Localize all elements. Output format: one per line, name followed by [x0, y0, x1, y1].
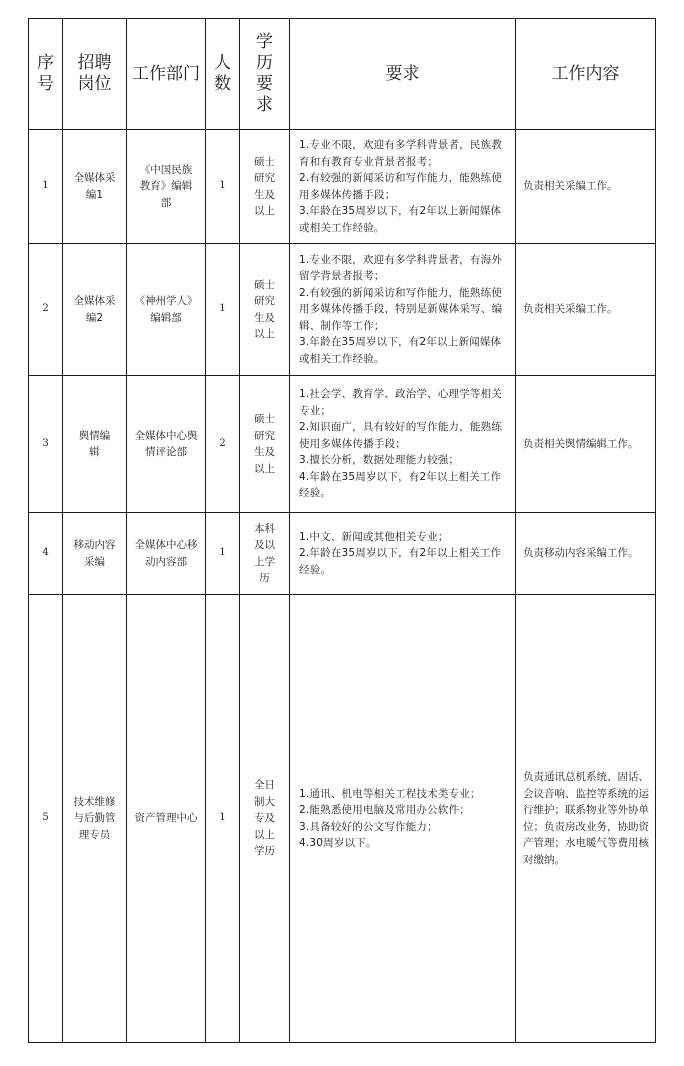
requirement-item: 2.知识面广，具有较好的写作能力，能熟练使用多媒体传播手段； [299, 421, 503, 450]
requirement-item: 1.专业不限，欢迎有多学科背景者，有海外留学背景者报考； [299, 253, 503, 283]
cell-duties: 负责相关舆情编辑工作。 [516, 376, 656, 513]
table-row [29, 595, 656, 1043]
cell-department: 全媒体中心舆情评论部 [127, 376, 206, 513]
header-duties: 工作内容 [516, 19, 656, 130]
header-count: 人数 [206, 19, 240, 130]
cell-requirements [290, 376, 516, 513]
cell-index: 1 [29, 130, 63, 244]
cell-department: 资产管理中心 [127, 595, 206, 1043]
cell-index: 5 [29, 595, 63, 1043]
table-row [29, 376, 656, 513]
cell-duties: 负责移动内容采编工作。 [516, 513, 656, 595]
cell-duties: 负责相关采编工作。 [516, 244, 656, 376]
cell-count: 2 [206, 376, 240, 513]
cell-duties: 负责相关采编工作。 [516, 130, 656, 244]
header-position: 招聘岗位 [63, 19, 127, 130]
requirement-item: 1.通讯、机电等相关工程技术类专业； [299, 787, 481, 800]
header-row [29, 19, 656, 130]
header-index: 序号 [29, 19, 63, 130]
requirement-item: 3.年龄在35周岁以下，有2年以上新闻媒体或相关工作经验。 [299, 205, 502, 234]
table-row [29, 513, 656, 595]
recruitment-table [28, 18, 656, 1043]
requirement-item: 3.年龄在35周岁以下，有2年以上新闻媒体或相关工作经验。 [299, 336, 502, 365]
cell-requirements [290, 513, 516, 595]
table-row [29, 244, 656, 376]
cell-index: 2 [29, 244, 63, 376]
header-department: 工作部门 [127, 19, 206, 130]
cell-requirements [290, 595, 516, 1043]
requirement-item: 1.中文、新闻或其他相关专业； [299, 530, 449, 543]
cell-position: 移动内容采编 [63, 513, 127, 595]
cell-department: 《中国民族教育》编辑部 [127, 130, 206, 244]
cell-education: 硕士研究生及以上 [240, 130, 290, 244]
cell-count: 1 [206, 513, 240, 595]
table-row [29, 130, 656, 244]
cell-requirements [290, 244, 516, 376]
cell-count: 1 [206, 244, 240, 376]
cell-education: 硕士研究生及以上 [240, 376, 290, 513]
requirement-item: 2.年龄在35周岁以下，有2年以上相关工作经验。 [299, 547, 502, 576]
cell-count: 1 [206, 595, 240, 1043]
requirement-item: 1.社会学、教育学、政治学、心理学等相关专业； [299, 388, 503, 417]
cell-position: 舆情编辑 [63, 376, 127, 513]
cell-department: 《神州学人》编辑部 [127, 244, 206, 376]
cell-position: 全媒体采编1 [63, 130, 127, 244]
requirement-item: 3.具备较好的公文写作能力； [299, 820, 438, 833]
cell-education: 硕士研究生及以上 [240, 244, 290, 376]
requirement-item: 2.能熟悉使用电脑及常用办公软件； [299, 804, 470, 816]
requirement-item: 1.专业不限，欢迎有多学科背景者，民族教育和有教育专业背景者报考； [299, 139, 503, 168]
cell-requirements [290, 130, 516, 244]
requirement-item: 2.有较强的新闻采访和写作能力，能熟练使用多媒体传播手段； [299, 172, 503, 201]
cell-count: 1 [206, 130, 240, 244]
requirement-item: 4.年龄在35周岁以下，有2年以上相关工作经验。 [299, 470, 502, 500]
cell-index: 3 [29, 376, 63, 513]
cell-position: 全媒体采编2 [63, 244, 127, 376]
cell-duties: 负责通讯总机系统、固话、会议音响、监控等系统的运行维护；联系物业等外协单位；负责房改业务，协助资产管理；水电暖气等费用核对缴纳。 [516, 595, 656, 1043]
requirement-item: 3.擅长分析，数据处理能力较强； [299, 454, 460, 467]
header-education: 学历要求 [240, 19, 290, 130]
cell-education: 全日制大专及以上学历 [240, 595, 290, 1043]
header-requirements: 要求 [290, 19, 516, 130]
cell-position: 技术维修与后勤管理专员 [63, 595, 127, 1043]
requirement-item: 2.有较强的新闻采访和写作能力，能熟练使用多媒体传播手段，特别是新媒体采写、编辑、制作等工作； [299, 286, 503, 332]
cell-department: 全媒体中心移动内容部 [127, 513, 206, 595]
cell-education: 本科及以上学历 [240, 513, 290, 595]
cell-index: 4 [29, 513, 63, 595]
requirement-item: 4.30周岁以下。 [299, 837, 377, 849]
